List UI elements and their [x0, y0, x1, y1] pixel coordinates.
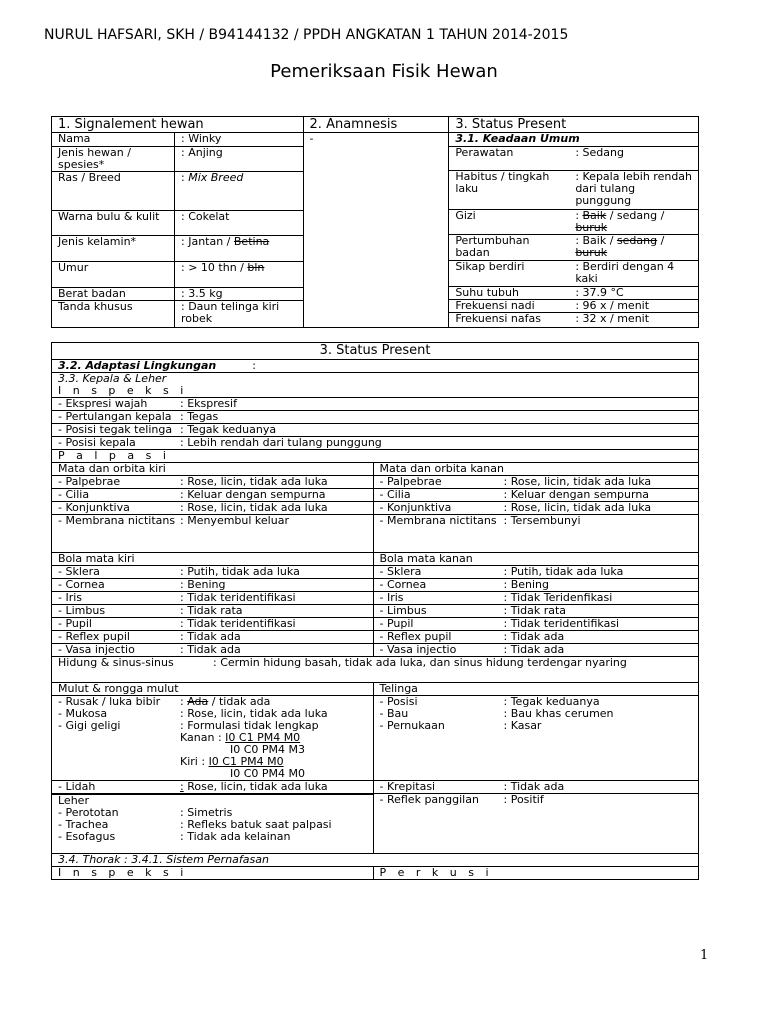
- sig-label: Umur: [52, 261, 175, 287]
- bola-kiri-row: - Vasa injectio : Tidak ada: [52, 644, 374, 657]
- gigi-geligi-row: - Gigi geligi : Formulasi tidak lengkap: [58, 719, 319, 732]
- status-list: [449, 133, 698, 325]
- mulut-heading: Mulut & rongga mulut: [52, 683, 374, 696]
- st-value: : Kepala lebih rendah dari tulang punggung: [569, 170, 698, 209]
- bola-kanan-row: - Pupil : Tidak teridentifikasi: [373, 618, 699, 631]
- sig-label: Jenis kelamin*: [52, 235, 175, 261]
- perkusi-thorak: P e r k u s i: [373, 867, 699, 880]
- signalement-cell: [52, 133, 304, 328]
- mata-kiri-row: - Cilia : Keluar dengan sempurna: [52, 489, 374, 502]
- leher-row: - Perototan : Simetris: [58, 806, 233, 819]
- bola-kanan-row: - Reflex pupil : Tidak ada: [373, 631, 699, 644]
- mata-kiri-row: - Palpebrae : Rose, licin, tidak ada luka: [52, 476, 374, 489]
- gigi-kiri-row: Kiri : I0 C1 PM4 M0: [180, 755, 284, 768]
- st-label: Frekuensi nafas: [455, 311, 541, 325]
- bola-kiri-row: - Iris : Tidak teridentifikasi: [52, 592, 374, 605]
- bola-kiri-row: - Reflex pupil : Tidak ada: [52, 631, 374, 644]
- bola-kiri-row: - Sklera : Putih, tidak ada luka: [52, 566, 374, 579]
- gigi-kanan-bawah: I0 C0 PM4 M3: [230, 743, 306, 756]
- anamnesis-heading: 2. Anamnesis: [303, 117, 449, 133]
- inspeksi-row: - Pertulangan kepala : Tegas: [52, 411, 699, 424]
- status-present-table: [51, 342, 699, 880]
- reflek-panggilan-cell: - Reflek panggilan : Positif: [373, 794, 699, 854]
- st-value: : 32 x / menit: [575, 311, 650, 325]
- page-title: Pemeriksaan Fisik Hewan: [270, 61, 498, 82]
- sig-value: : > 10 thn / bln: [175, 261, 303, 287]
- status-cell: [449, 133, 699, 328]
- signalement-heading: 1. Signalement hewan: [52, 117, 304, 133]
- sig-value: : Jantan / Betina: [175, 235, 303, 261]
- sig-label: Tanda khusus: [58, 299, 133, 313]
- st-value: : Berdiri dengan 4 kaki: [569, 260, 698, 286]
- signalement-table: [51, 116, 699, 328]
- mata-kanan-row: - Membrana nictitans : Tersembunyi: [373, 515, 699, 553]
- leher-row: - Esofagus : Tidak ada kelainan: [58, 830, 291, 843]
- st-value: : Sedang: [569, 146, 698, 170]
- sig-value: : Mix Breed: [175, 171, 303, 210]
- inspeksi-thorak: I n s p e k s i: [52, 867, 374, 880]
- sig-value: : Winky: [175, 133, 303, 146]
- krepitasi-row: - Krepitasi : Tidak ada: [373, 781, 699, 794]
- sig-label: Jenis hewan / spesies*: [52, 146, 175, 171]
- telinga-row: - Posisi : Tegak keduanya: [379, 695, 600, 708]
- mata-kanan-row: - Konjunktiva : Rose, licin, tidak ada luka: [373, 502, 699, 515]
- keadaan-umum-heading: 3.1. Keadaan Umum: [449, 133, 698, 146]
- kepala-leher-row: 3.3. Kepala & Leher I n s p e k s i: [52, 373, 699, 398]
- bola-kanan-row: - Limbus : Tidak rata: [373, 605, 699, 618]
- leher-heading: Leher: [58, 794, 89, 807]
- leher-row: - Trachea : Refleks batuk saat palpasi: [58, 818, 332, 831]
- st-label: Frekuensi nadi: [449, 299, 569, 312]
- inspeksi-row: - Posisi tegak telinga : Tegak keduanya: [52, 424, 699, 437]
- st-label: Sikap berdiri: [449, 260, 569, 286]
- bola-kanan-row: - Iris : Tidak Teridenfikasi: [373, 592, 699, 605]
- sig-value: : 3.5 kg: [175, 287, 303, 300]
- page-number: 1: [700, 948, 709, 963]
- bola-kanan-row: - Vasa injectio : Tidak ada: [373, 644, 699, 657]
- bola-kanan-row: - Sklera : Putih, tidak ada luka: [373, 566, 699, 579]
- adaptasi-row: 3.2. Adaptasi Lingkungan :: [52, 360, 699, 373]
- mukosa-row: - Mukosa : Rose, licin, tidak ada luka: [58, 707, 328, 720]
- telinga-row: - Bau : Bau khas cerumen: [379, 707, 614, 720]
- mata-kanan-row: - Palpebrae : Rose, licin, tidak ada luka: [373, 476, 699, 489]
- st-label: Gizi: [449, 209, 569, 234]
- telinga-row: - Pernukaan : Kasar: [379, 719, 542, 732]
- status-present-title: 3. Status Present: [52, 343, 699, 360]
- inspeksi-row: - Posisi kepala : Lebih rendah dari tulang punggung: [52, 437, 699, 450]
- bola-kiri-row: - Limbus : Tidak rata: [52, 605, 374, 618]
- hidung-sinus-row: Hidung & sinus-sinus : Cermin hidung basah, tidak ada luka, dan sinus hidung terdengar nyaring: [52, 657, 699, 683]
- sig-label: Berat badan: [52, 287, 175, 300]
- mata-kanan-heading: Mata dan orbita kanan: [373, 463, 699, 476]
- st-value: : Baik / sedang / buruk: [569, 234, 698, 260]
- mulut-rongga-cell: [52, 696, 374, 781]
- sig-label: Nama: [52, 133, 175, 146]
- sig-label: Ras / Breed: [52, 171, 175, 210]
- palpasi-heading: P a l p a s i: [52, 450, 699, 463]
- st-label: Suhu tubuh: [449, 286, 569, 299]
- st-label: Perawatan: [449, 146, 569, 170]
- sig-value: : Daun telinga kiri robek: [175, 300, 303, 327]
- st-label: Pertumbuhan badan: [449, 234, 569, 260]
- anamnesis-cell: -: [303, 133, 449, 328]
- st-value: : 96 x / menit: [569, 299, 698, 312]
- leher-cell: [52, 795, 374, 854]
- bola-mata-kiri-heading: Bola mata kiri: [52, 553, 374, 566]
- bola-kanan-row: - Cornea : Bening: [373, 579, 699, 592]
- st-value: : Baik / sedang / buruk: [569, 209, 698, 234]
- gigi-kiri-bawah: I0 C0 PM4 M0: [230, 767, 306, 780]
- sig-label: Warna bulu & kulit: [52, 210, 175, 235]
- st-label: Habitus / tingkah laku: [449, 170, 569, 209]
- inspeksi-row: - Ekspresi wajah : Ekspresif: [52, 398, 699, 411]
- bola-kiri-row: - Cornea : Bening: [52, 579, 374, 592]
- mata-kiri-row: - Konjunktiva : Rose, licin, tidak ada luka: [52, 502, 374, 515]
- telinga-cell: [373, 696, 699, 781]
- mata-kiri-row: - Membrana nictitans : Menyembul keluar: [52, 515, 374, 553]
- document-header: NURUL HAFSARI, SKH / B94144132 / PPDH ANGKATAN 1 TAHUN 2014-2015: [44, 27, 569, 43]
- st-value: : 37.9 °C: [569, 286, 698, 299]
- sig-value: : Anjing: [175, 146, 303, 171]
- sig-value: : Cokelat: [175, 210, 303, 235]
- signalement-list: [52, 133, 303, 327]
- thorak-heading: 3.4. Thorak : 3.4.1. Sistem Pernafasan: [52, 854, 699, 867]
- bola-mata-kanan-heading: Bola mata kanan: [373, 553, 699, 566]
- telinga-heading: Telinga: [373, 683, 699, 696]
- status-present-heading: 3. Status Present: [449, 117, 699, 133]
- lidah-row: - Lidah : Rose, licin, tidak ada luka: [52, 781, 374, 794]
- mata-kiri-heading: Mata dan orbita kiri: [52, 463, 374, 476]
- rusak-bibir-row: - Rusak / luka bibir : Ada / tidak ada: [58, 695, 271, 708]
- gigi-kanan-row: Kanan : I0 C1 PM4 M0: [180, 731, 301, 744]
- bola-kiri-row: - Pupil : Tidak teridentifikasi: [52, 618, 374, 631]
- mata-kanan-row: - Cilia : Keluar dengan sempurna: [373, 489, 699, 502]
